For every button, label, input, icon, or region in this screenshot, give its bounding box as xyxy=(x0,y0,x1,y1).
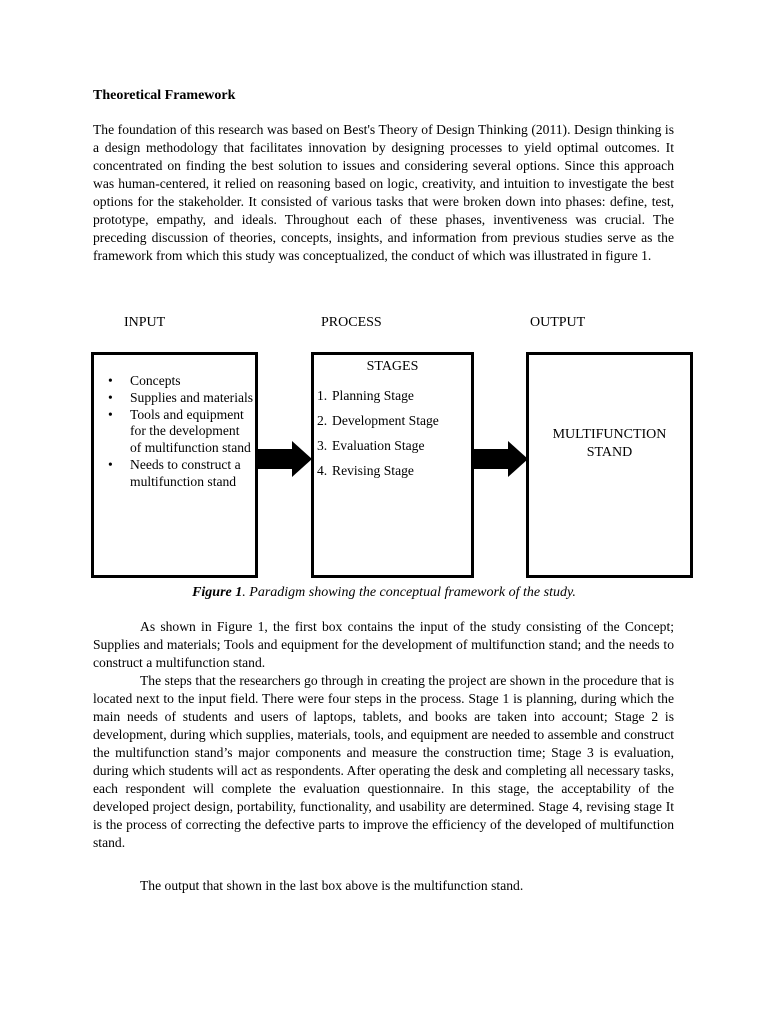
input-item: • Needs to construct a multifunction stand xyxy=(106,457,254,491)
output-text: MULTIFUNCTION STAND xyxy=(552,427,667,460)
input-box xyxy=(91,352,258,578)
stage-list xyxy=(317,383,472,483)
body-paragraph: As shown in Figure 1, the first box contains the input of the study consisting of the Concept; Supplies and materials; Tools and equipment for the development of multifunction stand; and the needs to construct a multifunction stand. xyxy=(93,619,674,670)
input-item: • Supplies and materials xyxy=(106,390,254,407)
stage-item: 1. Planning Stage xyxy=(317,388,414,403)
output-box xyxy=(526,352,693,578)
intro-paragraph: The foundation of this research was based on Best's Theory of Design Thinking (2011). Design thinking is a design methodology that facilitates innovation by designing processes to yield optimal outcomes. It concentrated on finding the best solution to issues and considering several options. Since this approach was human-centered, it relied on reasoning based on logic, creativity, and intuition to investigate the best options for the stakeholder. It consisted of various tasks that were broken down into phases: define, test, prototype, empathy, and ideals. Throughout each of these phases, inventiveness was crucial. The preceding discussion of theories, concepts, insights, and information from previous studies serve as the framework from which this study was conceptualized, the conduct of which was illustrated in figure 1. xyxy=(93,122,674,263)
input-item: • Concepts xyxy=(106,373,254,390)
input-label: INPUT xyxy=(124,315,166,330)
stage-item: 4. Revising Stage xyxy=(317,463,414,478)
body-text xyxy=(93,618,674,852)
stages-title: STAGES xyxy=(366,359,419,374)
section-heading: Theoretical Framework xyxy=(93,88,236,103)
stage-item: 3. Evaluation Stage xyxy=(317,438,425,453)
right-arrow-icon xyxy=(258,441,312,477)
output-label: OUTPUT xyxy=(530,315,586,330)
input-item: • Tools and equipment for the development of multifunction stand xyxy=(106,407,254,457)
process-box xyxy=(311,352,474,578)
figure-caption xyxy=(0,585,768,601)
caption-text: . Paradigm showing the conceptual framework of the study. xyxy=(242,585,576,600)
closing-paragraph: The output that shown in the last box above is the multifunction stand. xyxy=(140,878,524,893)
input-list xyxy=(106,373,254,491)
process-label: PROCESS xyxy=(321,315,382,330)
body-paragraph: The steps that the researchers go through in creating the project are shown in the procedure that is located next to the input field. There were four steps in the process. Stage 1 is planning, during which the main needs of students and users of laptops, tablets, and books are taken into account; Stage 2 is development, during which supplies, materials, tools, and equipment are needed to assemble and construct the multifunction stand’s major components and measure the construction time; Stage 3 is evaluation, during which students will act as respondents. After operating the desk and completing all necessary tasks, each respondent will complete the evaluation questionnaire. In this stage, the acceptability of the developed project design, portability, functionality, and usability are determined. Stage 4, revising stage It is the process of correcting the defective parts to improve the efficiency of the developed of multifunction stand. xyxy=(93,673,674,850)
stage-item: 2. Development Stage xyxy=(317,413,439,428)
figure-label: Figure 1 xyxy=(192,585,243,600)
right-arrow-icon xyxy=(474,441,528,477)
